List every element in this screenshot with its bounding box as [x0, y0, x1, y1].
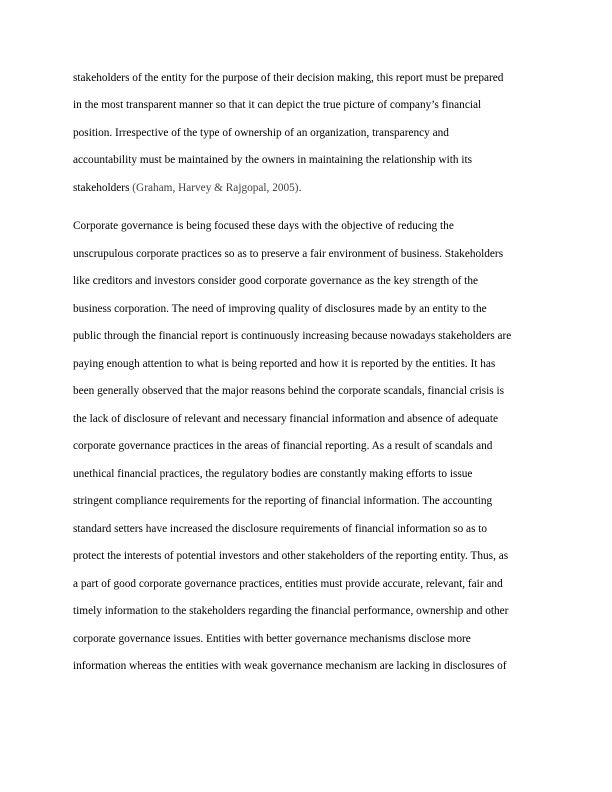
- text-span: .: [298, 182, 302, 194]
- text-line: timely information to the stakeholders regarding the financial performance, ownership and other: [73, 605, 509, 617]
- text-line: standard setters have increased the disclosure requirements of financial information so as to: [73, 523, 488, 535]
- text-line: been generally observed that the major reasons behind the corporate scandals, financial crisis is: [73, 385, 505, 397]
- text-line: Corporate governance is being focused these days with the objective of reducing the: [73, 220, 454, 232]
- text-line: protect the interests of potential investors and other stakeholders of the reporting entity. Thus, as: [73, 550, 509, 562]
- text-line: the lack of disclosure of relevant and necessary financial information and absence of adequate: [73, 413, 499, 425]
- text-span: stakeholders: [73, 182, 133, 194]
- text-line: corporate governance practices in the areas of financial reporting. As a result of scandals and: [73, 440, 493, 452]
- citation: (Graham, Harvey & Rajgopal, 2005): [132, 182, 299, 194]
- text-line: public through the financial report is continuously increasing because nowadays stakeholders are: [73, 330, 512, 342]
- text-line: paying enough attention to what is being reported and how it is reported by the entities. It has: [73, 358, 496, 370]
- text-line: like creditors and investors consider good corporate governance as the key strength of the: [73, 275, 478, 287]
- text-line: stringent compliance requirements for the reporting of financial information. The accounting: [73, 495, 493, 507]
- text-line: [73, 181, 301, 195]
- text-line: in the most transparent manner so that it can depict the true picture of company’s financial: [73, 99, 482, 111]
- text-line: accountability must be maintained by the owners in maintaining the relationship with its: [73, 154, 473, 166]
- text-line: unethical financial practices, the regulatory bodies are constantly making efforts to issue: [73, 468, 473, 480]
- text-line: a part of good corporate governance practices, entities must provide accurate, relevant, fair and: [73, 578, 503, 590]
- text-line: unscrupulous corporate practices so as to preserve a fair environment of business. Stakeholders: [73, 248, 504, 260]
- text-line: business corporation. The need of improving quality of disclosures made by an entity to the: [73, 303, 487, 315]
- text-line: corporate governance issues. Entities with better governance mechanisms disclose more: [73, 633, 471, 645]
- text-line: information whereas the entities with weak governance mechanism are lacking in disclosures of: [73, 660, 507, 672]
- text-line: stakeholders of the entity for the purpose of their decision making, this report must be prepared: [73, 72, 504, 84]
- text-line: position. Irrespective of the type of ownership of an organization, transparency and: [73, 127, 449, 139]
